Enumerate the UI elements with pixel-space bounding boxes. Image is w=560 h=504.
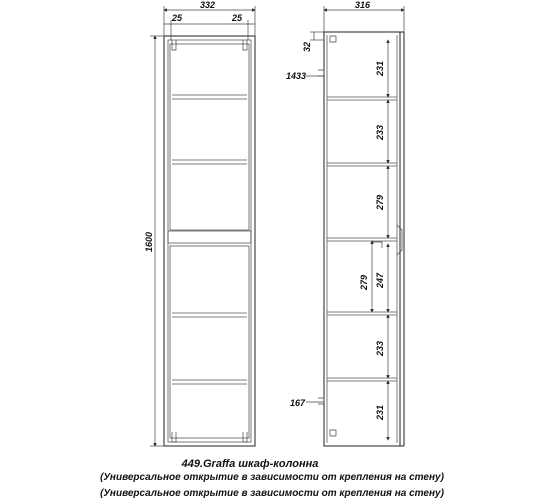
side-lower-mark-label: 167 [290, 398, 306, 408]
shelf-gap-2: 233 [375, 124, 385, 140]
middle-divider [168, 231, 251, 243]
shelf-gap-1: 231 [375, 60, 385, 76]
front-cabinet-outline [164, 36, 255, 446]
side-view [286, 0, 404, 446]
lower-door [170, 246, 249, 438]
side-upper-mark-label: 1433 [286, 71, 307, 81]
side-top-offset-label: 32 [302, 41, 312, 52]
upper-door [170, 44, 249, 230]
shelf-gap-3: 279 [375, 194, 385, 210]
shelf-gap-4: 247 [375, 272, 385, 288]
side-depth-label: 316 [355, 0, 371, 10]
front-right-offset-label: 25 [232, 13, 243, 23]
shelf-gap-7: 231 [375, 404, 385, 420]
front-width-label: 332 [200, 0, 216, 10]
front-height-label: 1600 [144, 231, 154, 252]
side-cabinet-outline [324, 32, 400, 446]
shelf-gap-5: 279 [359, 274, 369, 290]
caption-note-1: (Универсальное открытие в зависимости от крепления на стену) [100, 472, 444, 483]
front-view [144, 0, 255, 446]
shelf-gap-6: 233 [375, 340, 385, 356]
caption-title: 449.Graffa шкаф-колонна [181, 458, 319, 470]
front-left-offset-label: 25 [172, 13, 183, 23]
caption-note-2: (Универсальное открытие в зависимости от крепления на стену) [100, 488, 444, 499]
